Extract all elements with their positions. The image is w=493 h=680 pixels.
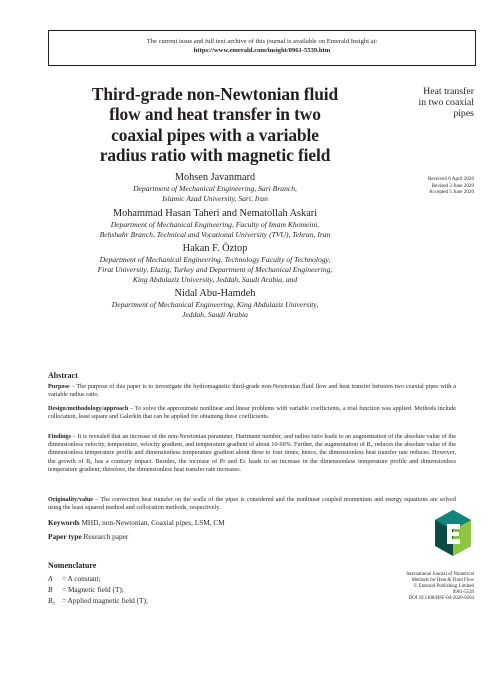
journal-info [396, 572, 474, 602]
keywords-label: Keywords [48, 518, 80, 527]
received-date: Received 6 April 2020 [428, 176, 474, 182]
title-line: flow and heat transfer in two [109, 104, 321, 125]
logo-letter-mark [447, 524, 460, 544]
nomenclature-definition: = A constant; [62, 574, 101, 583]
revised-date: Revised 3 June 2020 [431, 182, 474, 189]
originality-label: Originality/value [48, 496, 94, 503]
author-name: Mohsen Javanmard [174, 172, 256, 183]
paper-type-label: Paper type [48, 532, 82, 541]
paper-type-text: Research paper [81, 532, 129, 541]
publisher: © Emerald Publishing Limited [413, 584, 474, 589]
emerald-logo-icon [433, 508, 473, 560]
nomenclature-row [48, 574, 101, 583]
findings-text: – It is revealed that an increase of the non-Newtonian parameter, Hartmann number, and radius ratio leads to an augmentation of the absolute value of the dimensionless velocity, temperature, velocity gradient, and temperature gradient of about 10-60%. Further, the augmentation of B₀ reduces the absolute value of the dimensionless temperature profile and dimensionless temperature gradient about three to four times; hence, the dimensionless heat transfer rate reduces. However, the growth of B₀ has a contrary impact. Besides, the increase of Pr and Ec leads to an increase in the dimensionless temperature profile and dimensionless temperature gradient; therefore, the dimensionless heat transfer rate increases. [48, 433, 456, 473]
paper-type-line [48, 532, 128, 541]
nomenclature-symbol: B₀ [48, 596, 55, 605]
abstract-purpose [48, 383, 456, 399]
access-note: The current issue and full text archive of this journal is available on Emerald Insight at: [146, 38, 378, 45]
running-head: Heat transfer in two coaxial pipes [418, 86, 474, 119]
author-block [46, 172, 384, 319]
abstract-design [48, 405, 456, 421]
abstract-originality [48, 496, 456, 512]
author-affiliation: Department of Mechanical Engineering, Faculty of Imam Khomeini, Behshahr Branch, Technical and Vocational University (TVU), Tehran, Iran [99, 220, 331, 239]
journal-name: International Journal of Numerical [406, 572, 474, 577]
doi-link[interactable]: DOI 10.1108/HFF-04-2020-0204 [408, 596, 474, 601]
nomenclature-symbol: A [48, 574, 53, 583]
title-line: Third-grade non-Newtonian fluid [91, 84, 339, 104]
nomenclature-heading: Nomenclature [48, 561, 97, 570]
abstract-findings [48, 433, 456, 474]
keywords-text: MHD, non-Newtonian, Coaxial pipes, LSM, CM [79, 518, 225, 527]
nomenclature-definition: = Magnetic field (T); [62, 585, 124, 594]
author-name: Nidal Abu-Hamdeh [174, 288, 256, 300]
purpose-label: Purpose [48, 383, 70, 390]
title-line: radius ratio with magnetic field [99, 145, 331, 166]
journal-name: Methods for Heat & Fluid Flow [411, 578, 474, 583]
issn: 0961-5539 [452, 590, 474, 595]
author-affiliation: Department of Mechanical Engineering, King Abdulaziz University, Jeddah, Saudi Arabia [111, 300, 319, 319]
journal-url-link[interactable]: https://www.emerald.com/insight/0961-5539.htm [193, 47, 331, 54]
author-name: Hakan F. Öztop [182, 243, 248, 255]
design-label: Design/methodology/approach [48, 405, 129, 412]
nomenclature-symbol: B [48, 585, 53, 594]
author-affiliation: Department of Mechanical Engineering, Sari Branch, Islamic Azad University, Sari, Iran [133, 184, 297, 203]
abstract-heading: Abstract [48, 371, 78, 380]
keywords-line [48, 518, 225, 527]
nomenclature-definition: = Applied magnetic field (T); [62, 596, 148, 605]
author-name: Mohammad Hasan Taheri and Nematollah Askari [112, 208, 318, 220]
title-line: coaxial pipes with a variable [111, 124, 319, 145]
findings-label: Findings [48, 433, 72, 440]
author-affiliation: Department of Mechanical Engineering, Technology Faculty of Technology, Firat University, Elazig, Turkey and Department of Mechanical Engineering, King Abdulaziz University, Jeddah, Saudi Arabia, and [97, 255, 333, 284]
accepted-date: Accepted 5 June 2020 [428, 189, 474, 196]
nomenclature-row [48, 596, 148, 605]
originality-text: – The convection heat transfer on the walls of the pipes is considered and the nonlinear coupled momentum and energy equations are solved using the least squared method and collocation methods, respectively. [48, 496, 456, 512]
paper-title [46, 84, 384, 166]
design-text: – To solve the approximate nonlinear and linear problems with variable coefficients, a trial function was applied. Methods include collocation, least square and Galerkin that can be applied for obtaining these coefficients. [48, 405, 456, 421]
journal-access-box [48, 30, 476, 66]
submission-dates [396, 176, 474, 196]
purpose-text: – The purpose of this paper is to investigate the hydromagnetic third-grade non-Newtonian fluid flow and heat transfer between two coaxial pipes with a variable radius ratio. [48, 383, 456, 399]
nomenclature-row [48, 585, 124, 594]
